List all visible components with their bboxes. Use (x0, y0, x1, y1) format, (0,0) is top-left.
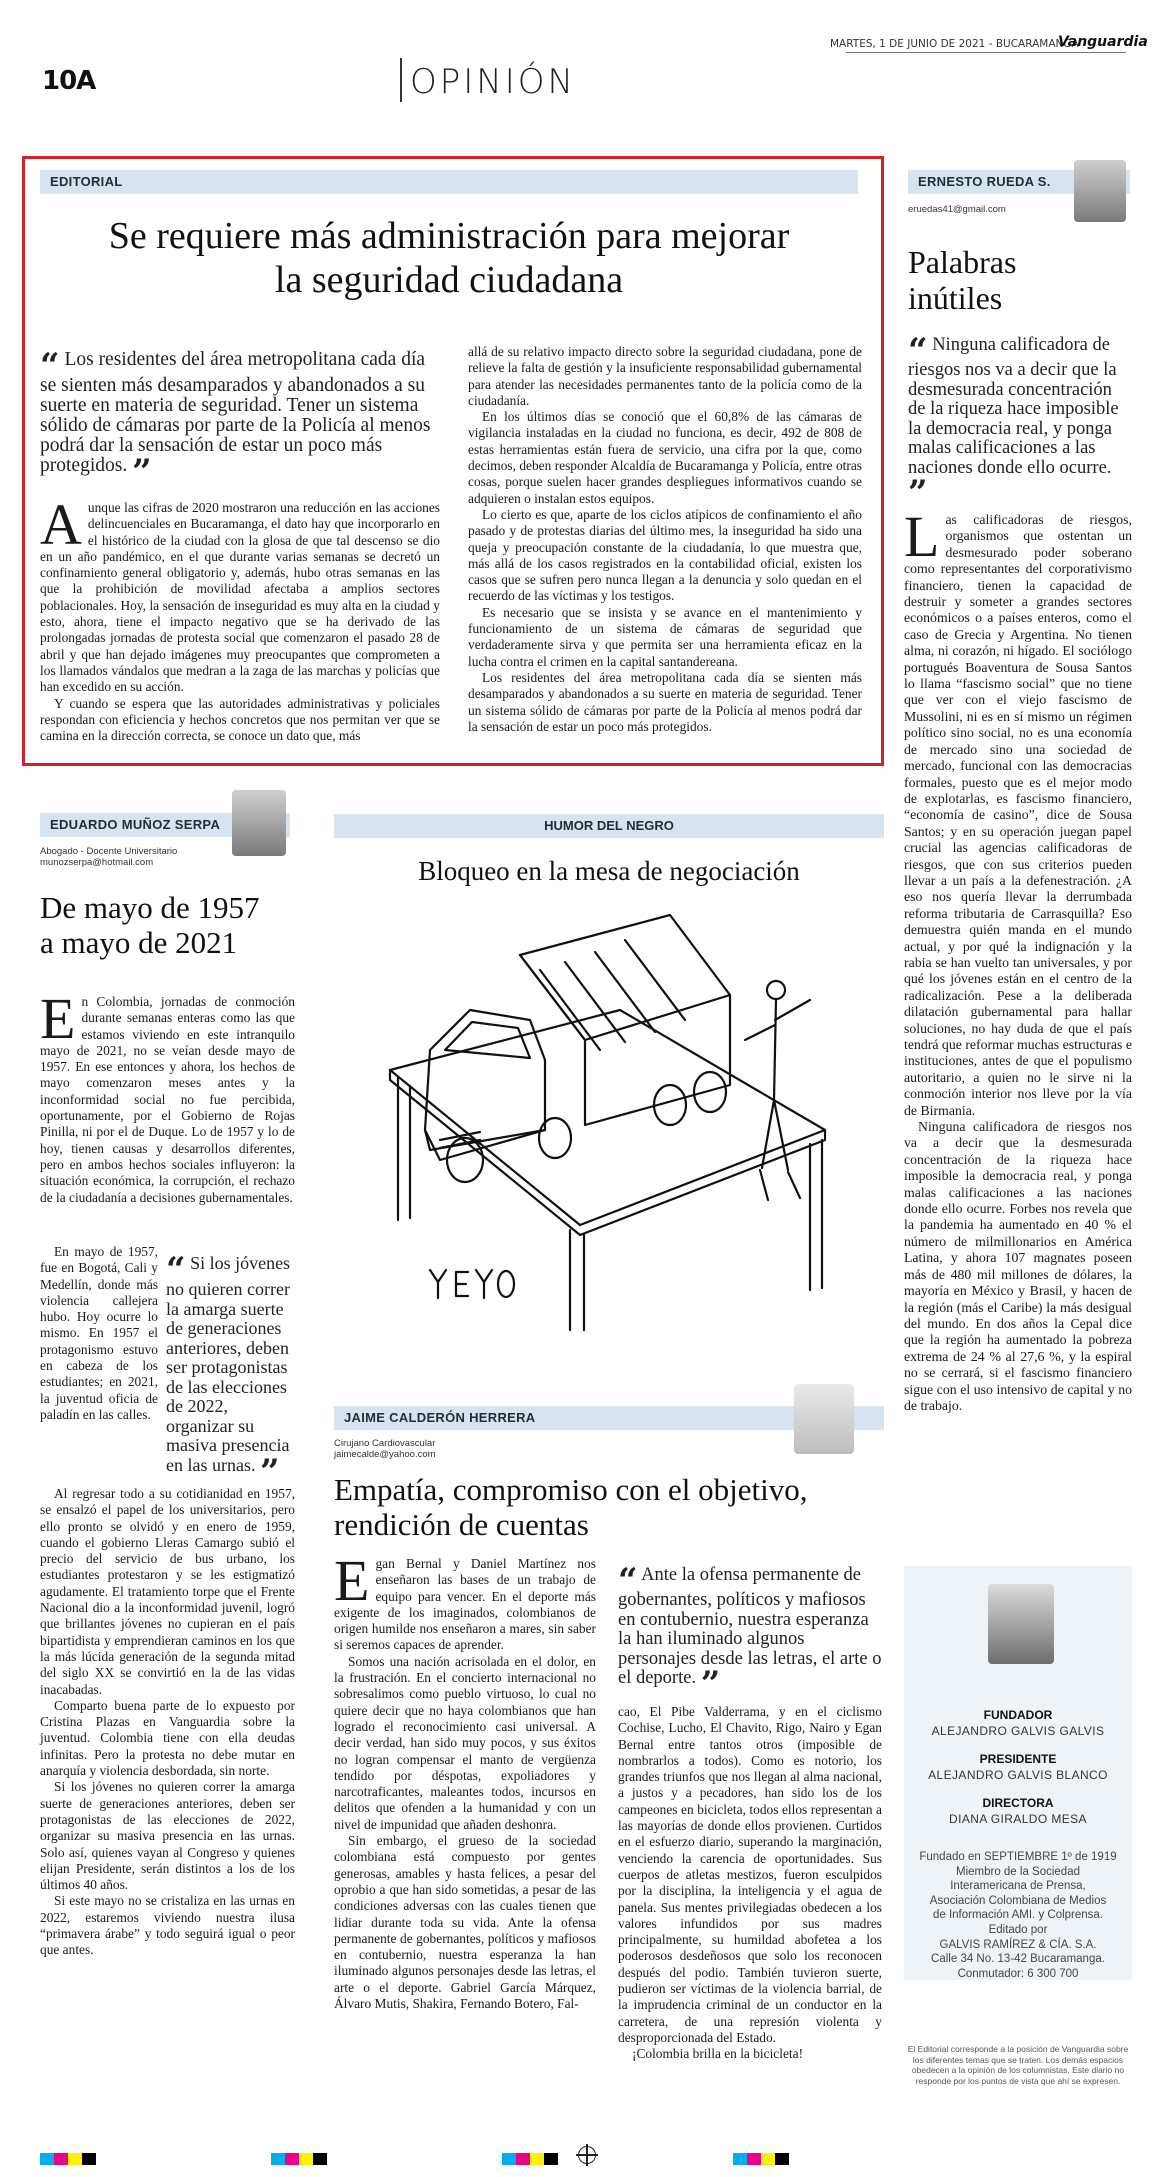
calderon-paragraph: cao, El Pibe Valderrama, y en el ciclismo Cochise, Lucho, El Chavito, Rigo, Nairo y Egan Bernal entre tantos otros (imposible de nombrarlos a todos). Como es notorio, los grandes triunfos que nos llegan al alma nacional, a justos y a pecadores, han sido los de los campeones en bicicleta, todos ellos representan a las mayorías de donde ellos provienen. Curtidos en el esfuerzo diario, superando la marginación, venciendo la carencia de oportunidades. Sus cuerpos de atletas mestizos, fueron esculpidos por la disciplina, la inteligencia y el agua de panela. Sus mentes privilegiadas obedecen a los valores infundidos por sus madres principalmente, su humildad abofetea a los poderosos desdeñosos que solo los reconocen después del podio. También tuvieron suerte, pudieron ser víctimas de la violencia barrial, de la imprudencia criminal de un conductor en la carretera, de una represión violenta y desproporcionada del Estado. (618, 1704, 882, 2045)
calderon-paragraph: Sin embargo, el grueso de la sociedad colombiana está compuesto por gentes generosas, amables y hasta felices, a pesar del oprobio a que han sido sometidas, a pesar de las condiciones adversas con las cuales tienen que lidiar durante toda su vida. Ante la ofensa permanente de gobernantes, políticos y mafiosos en contubernio, nuestra esperanza la han iluminado algunos personajes desde las letras, el arte o el deporte. Gabriel García Márquez, Álvaro Mutis, Shakira, Fernando Botero, Fal- (334, 1833, 596, 2012)
calderon-col2 (618, 1704, 882, 2063)
editorial-tag: EDITORIAL (40, 170, 858, 194)
masthead-info-line: Editado por (988, 1923, 1048, 1936)
editorial-paragraph: unque las cifras de 2020 mostraron una reducción en las acciones delincuenciales en Bucaramanga, el dato hay que incorporarlo en el histórico de la ciudad con la glosa de que tal descenso se dio en un año pandémico, en el que durante varias semanas se decretó un confinamiento general obligatorio y, además, hubo otras semanas en las que la prohibición de movilidad afectaba a amplios sectores poblacionales. Hoy, la sensación de inseguridad es muy alta en la ciudad y esto, ahora, tiene el impacto negativo que se ha derivado de las prolongadas jornadas de protesta social que comenzaron el pasado 28 de abril y que han dejado imágenes muy preocupantes que comprometen a los llamados vándalos que medran a la zaga de las marchas y policías que han excedido en su acción. (40, 500, 440, 695)
munoz-body-top (40, 986, 295, 1206)
rueda-pull-quote-text: Ninguna calificadora de riesgos nos va a decir que la desmesurada concentración de la riqueza hace imposible la democracia real, y ponga malas calificaciones a las naciones donde ello ocurre. (908, 335, 1119, 478)
editorial-title-line1: Se requiere más administración para mejorar (108, 215, 790, 257)
calderon-title-line2: rendición de cuentas (334, 1507, 589, 1542)
editorial-title (40, 214, 858, 302)
rueda-pull-quote (908, 331, 1130, 513)
rueda-body (904, 504, 1132, 1414)
rueda-dropcap: L (904, 504, 940, 569)
cartoon-title: Bloqueo en la mesa de negociación (418, 856, 800, 886)
editorial-col1 (40, 492, 440, 744)
founder-label: FUNDADOR (983, 1708, 1053, 1722)
editorial-paragraph: Es necesario que se insista y se avance en el mantenimiento y funcionamiento de un sistema de cámaras de seguridad que verdaderamente sirva y que permita ser una herramienta eficaz en la lucha contra el crimen en la capital santandereana. (468, 604, 862, 669)
open-quote-icon: “ (166, 1250, 186, 1290)
calderon-title (334, 1472, 884, 1542)
rueda-title (908, 244, 1016, 316)
open-quote-icon: “ (618, 1561, 638, 1601)
munoz-title-line2: a mayo de 2021 (40, 925, 238, 960)
munoz-body-bottom (40, 1486, 295, 1959)
calderon-email: jaimecalde@yahoo.com (334, 1449, 436, 1460)
open-quote-icon: “ (40, 346, 60, 386)
rueda-paragraph: Ninguna calificadora de riesgos nos va a decir que la desmesurada concentración de la riqueza hace imposible la democracia real, y ponga malas calificaciones a las naciones donde ello ocurre. Forbes nos revela que la pandemia ha aumentado en 40 % el número de milmillonarios en América Latina, y ahora 107 magnates poseen más de 480 mil millones de dólares, la mayoría en México y Brasil, y hacen de la región (más el Caribe) la más desigual del mundo. En dos años la Cepal dice que la región ha aumentado la pobreza extrema de 24 % al 27,6 %, y la espiral no se cerrará, si el fascismo financiero sigue con el uso intensivo de capital y no de trabajo. (904, 1119, 1132, 1413)
calderon-avatar (794, 1384, 854, 1454)
founder-portrait (988, 1584, 1054, 1664)
masthead-info (904, 1850, 1132, 1981)
munoz-paragraph: Comparto buena parte de lo expuesto por Cristina Plazas en Vanguardia sobre la juventud. Colombia tiene con ella deudas infinitas. Pero la protesta no debe mutar en anarquía y violencia desbordada, sin norte. (40, 1697, 295, 1779)
calderon-paragraph: gan Bernal y Daniel Martínez nos enseñaron las bases de un trabajo de equipo para vencer. En el deporte más exigente de los imaginados, colombianos de origen humilde nos enseñaron a mares, sin saber si seremos capaces de aprender. (334, 1556, 596, 1653)
munoz-paragraph: Al regresar todo a su cotidianidad en 1957, se ensalzó el papel de los universitarios, pero ello pronto se olvidó y en enero de 1959, cuando el gobierno Lleras Camargo subió el precio del servicio de bus urbano, los estudiantes protestaron y se les estigmatizó agudamente. El tratamiento torpe que el Frente Nacional dio a la inconformidad juvenil, logró que brillantes jóvenes no cupieran en el país bipartidista y emprendieran caminos en los que la más lúcida generación de la segunda mitad del siglo XX se convirtió en la de las vidas inacabadas. (40, 1486, 295, 1697)
masthead-info-line: Miembro de la Sociedad (955, 1865, 1080, 1878)
header-rule (846, 52, 1126, 53)
close-quote-icon: ” (132, 452, 152, 492)
director-name: DIANA GIRALDO MESA (949, 1812, 1087, 1826)
editorial-paragraph: Lo cierto es que, aparte de los ciclos atípicos de confinamiento el año pasado y de protestas diarias del último mes, la inseguridad ha sido una queja y preocupación constante de la ciudadanía, lo que muestra que, más allá de los casos registrados en la contabilidad oficial, existen los casos que se sufren pero nunca llegan a la denuncia y solo quedan en el recuerdo de las víctimas y los testigos. (468, 506, 862, 604)
editorial-paragraph: En los últimos días se conoció que el 60,8% de las cámaras de vigilancia instaladas en la ciudad no funciona, es decir, 492 de 808 de estas herramientas están fuera de servicio, una cifra por la que, como decimos, deben responder Alcaldía de Bucaramanga y Policía, entre otras cosas, porque suelen hacer grandes despliegues informativos cuando se adquieren o instalan estos equipos. (468, 409, 862, 506)
masthead-info-line: Calle 34 No. 13-42 Bucaramanga. (931, 1953, 1105, 1966)
cartoon-illustration (370, 900, 850, 1340)
rueda-paragraph: as calificadoras de riesgos, organismos que ostentan un desmesurado poder soberano como representantes del corporativismo financiero, tienen la capacidad de destruir y someter a grandes sectores económicos o a países enteros, como el caso de Grecia y Argentina. No tienen alma, ni corazón, ni hígado. El sociólogo portugués Boaventura de Sousa Santos lo llama “fascismo social” que no tiene que ver con el viejo fascismo de Mussolini, ni es en sí mismo un régimen político sino social, no es una economía de mercado sino una sociedad de mercado, funcional con las democracias formales, puesto que es el mejor modo de explotarlas, es fascismo financiero, “economía de casino”, dice de Sousa Santos; y en su operación juegan papel crucial las agencias calificadoras de riesgos, que con sus criterios pueden llevar a un país a la defenestración. ¿A eso nos quería llevar la derrumbada reforma tributaria de Carrasquilla? Eso demuestra quién manda en el mundo actual, y por qué la indignación y la rabia se han vuelto tan universales, y por qué los jóvenes están en el centro de la radicalización. Pese a la deliberada dilatación gubernamental para hallar soluciones, no hay duda de que el país tendrá que reformar muchas estructuras e instituciones, antes de que el populismo autoritario, a quien no le sirve ni la conmoción interior nos lleve por la vía de Birmania. (904, 512, 1132, 1118)
munoz-dropcap: E (40, 986, 76, 1051)
page-number: 10A (42, 66, 96, 96)
munoz-pull-quote (166, 1250, 294, 1492)
founder-name: ALEJANDRO GALVIS GALVIS (931, 1724, 1105, 1738)
munoz-avatar (232, 790, 286, 856)
rueda-author-tag: ERNESTO RUEDA S. (908, 170, 1130, 194)
close-quote-icon: ” (259, 1451, 280, 1492)
masthead-info-line: Interamericana de Prensa, (950, 1880, 1086, 1893)
munoz-title-line1: De mayo de 1957 (40, 890, 260, 925)
close-quote-icon: ” (908, 473, 928, 513)
calderon-title-line1: Empatía, compromiso con el objetivo, (334, 1472, 808, 1507)
section-title: OPINIÓN (410, 62, 576, 102)
munoz-pull-quote-text: Si los jóvenes no quieren correr la amarga suerte de generaciones anteriores, deben ser protagonistas de las elecciones de 2022, organizar su masiva presencia en las urnas. (166, 1253, 291, 1475)
calderon-author-tag: JAIME CALDERÓN HERRERA (334, 1406, 884, 1430)
editorial-paragraph: Y cuando se espera que las autoridades administrativas y policiales respondan con eficiencia y hechos concretos que nos permitan ver que se camina en la dirección correcta, se conoce un dato que, más (40, 695, 440, 744)
munoz-body-narrow (40, 1244, 158, 1423)
editorial-pull-quote-text: Los residentes del área metropolitana cada día se sienten más desamparados y abandonados a su suerte en materia de seguridad. Tener un sistema sólido de cámaras por parte de la Policía al menos podrá dar la sensación de estar un poco más protegidos. (40, 349, 431, 476)
calderon-role: Cirujano Cardiovascular (334, 1438, 436, 1449)
editorial-pull-quote (40, 346, 440, 492)
president-label: PRESIDENTE (979, 1752, 1057, 1766)
editorial-paragraph: Los residentes del área metropolitana cada día se sienten más desamparados y abandonados a su suerte en materia de seguridad. Tener un sistema sólido de cámaras por parte de la Policía al menos podrá dar la sensación de estar un poco más protegidos. (468, 669, 862, 734)
brand-logo: Vanguardia (1058, 34, 1148, 50)
calderon-paragraph: ¡Colombia brilla en la bicicleta! (632, 2046, 804, 2062)
rueda-email: eruedas41@gmail.com (908, 204, 1006, 215)
masthead-disclaimer: El Editorial corresponde a la posición de Vanguardia sobre los diferentes temas que se traten. Los demás espacios obedecen a la opinión de los columnistas. Este diario no responde por los puntos de vista que ahí se expresen. (907, 2044, 1129, 2086)
munoz-paragraph: Si este mayo no se cristaliza en las urnas en 2022, estaremos viviendo nuestra ilusa “primavera árabe” y todo seguirá igual o peor que antes. (40, 1893, 295, 1958)
section-divider (400, 58, 402, 102)
open-quote-icon: “ (908, 331, 928, 371)
president-name: ALEJANDRO GALVIS BLANCO (928, 1768, 1108, 1782)
editorial-col2 (468, 344, 862, 735)
munoz-author-tag: EDUARDO MUÑOZ SERPA (40, 813, 290, 837)
masthead-info-line: Asociación Colombiana de Medios (929, 1894, 1107, 1907)
registration-crosshair-icon (578, 2146, 596, 2164)
masthead-info-line: GALVIS RAMÍREZ & CÍA. S.A. (939, 1938, 1097, 1951)
masthead-info-line: Conmutador: 6 300 700 (957, 1967, 1079, 1980)
munoz-paragraph: n Colombia, jornadas de conmoción durante semanas enteras como las que estamos viviendo en este intranquilo mayo de 2021, no se veían desde mayo de 1957. En ese entonces y ahora, los hechos de mayo comenzaron meses antes y la inconformidad social no fue percibida, oportunamente, por el Gobierno de Rojas Pinilla, ni por el de Duque. Lo de 1957 y lo de hoy, tienen causas y desarrollos diferentes, pero en ambos hechos sociales influyeron: la situación económica, la corrupción, el rechazo de la ciudadanía a decisiones gubernamentales. (40, 994, 295, 1205)
munoz-role: Abogado - Docente Universitario (40, 846, 178, 857)
calderon-dropcap: E (334, 1548, 370, 1613)
calderon-pull-quote (618, 1561, 882, 1704)
rueda-avatar (1074, 160, 1126, 222)
masthead-info-line: Fundado en SEPTIEMBRE 1º de 1919 (919, 1851, 1117, 1863)
munoz-email: munozserpa@hotmail.com (40, 857, 154, 868)
calderon-col1 (334, 1548, 596, 2012)
calderon-paragraph: Somos una nación acrisolada en el dolor, en la frustración. En el concierto internacional no sobresalimos como pueblo virtuoso, lo cual no quiere decir que no haya colombianos que han logrado el reconocimiento casi universal. A decir verdad, han sido muy pocos, y sus éxitos no logran compensar el manto de vergüenza tendido por déspotas, expoliadores y narcotraficantes, maleantes todos, incursos en delitos que ofenden a la humanidad y con un nivel de impunidad que añaden deshonra. (334, 1653, 596, 1832)
director-label: DIRECTORA (982, 1796, 1054, 1810)
cartoon-signature (430, 1270, 433, 1271)
dateline: MARTES, 1 DE JUNIO DE 2021 - BUCARAMANGA (830, 38, 1079, 50)
rueda-title-line2: inútiles (908, 280, 1003, 316)
editorial-dropcap: A (40, 492, 82, 557)
masthead-info-line: de Información AMI. y Colprensa. (932, 1909, 1104, 1922)
rueda-title-line1: Palabras (908, 244, 1017, 280)
calderon-pull-quote-text: Ante la ofensa permanente de gobernantes, políticos y mafiosos en contubernio, nuestra esperanza la han iluminado algunos personajes desde las letras, el arte o el deporte. (618, 1565, 882, 1688)
editorial-title-line2: la seguridad ciudadana (274, 259, 624, 301)
munoz-paragraph: En mayo de 1957, fue en Bogotá, Cali y Medellín, donde más violencia callejera hubo. Hoy ocurre lo mismo. En 1957 el protagonismo estuvo en cabeza de los estudiantes; en 2021, la juventud oficia de paladín en las calles. (40, 1244, 158, 1422)
cartoon-tag: HUMOR DEL NEGRO (334, 814, 884, 838)
munoz-paragraph: Si los jóvenes no quieren correr la amarga suerte de generaciones anteriores, deben ser protagonistas de las elecciones de 2022, organizar su masiva presencia en las urnas. Solo así, quienes vayan al Congreso y quienes elijan Presidente, serán distintos a los de los últimos 40 años. (40, 1779, 295, 1893)
editorial-paragraph: allá de su relativo impacto directo sobre la seguridad ciudadana, pone de relieve la falta de gestión y la insuficiente responsabilidad gubernamental para atender las necesidades permanentes tanto de la policía como de la ciudadanía. (468, 344, 862, 408)
munoz-title (40, 890, 260, 960)
close-quote-icon: ” (700, 1664, 721, 1704)
